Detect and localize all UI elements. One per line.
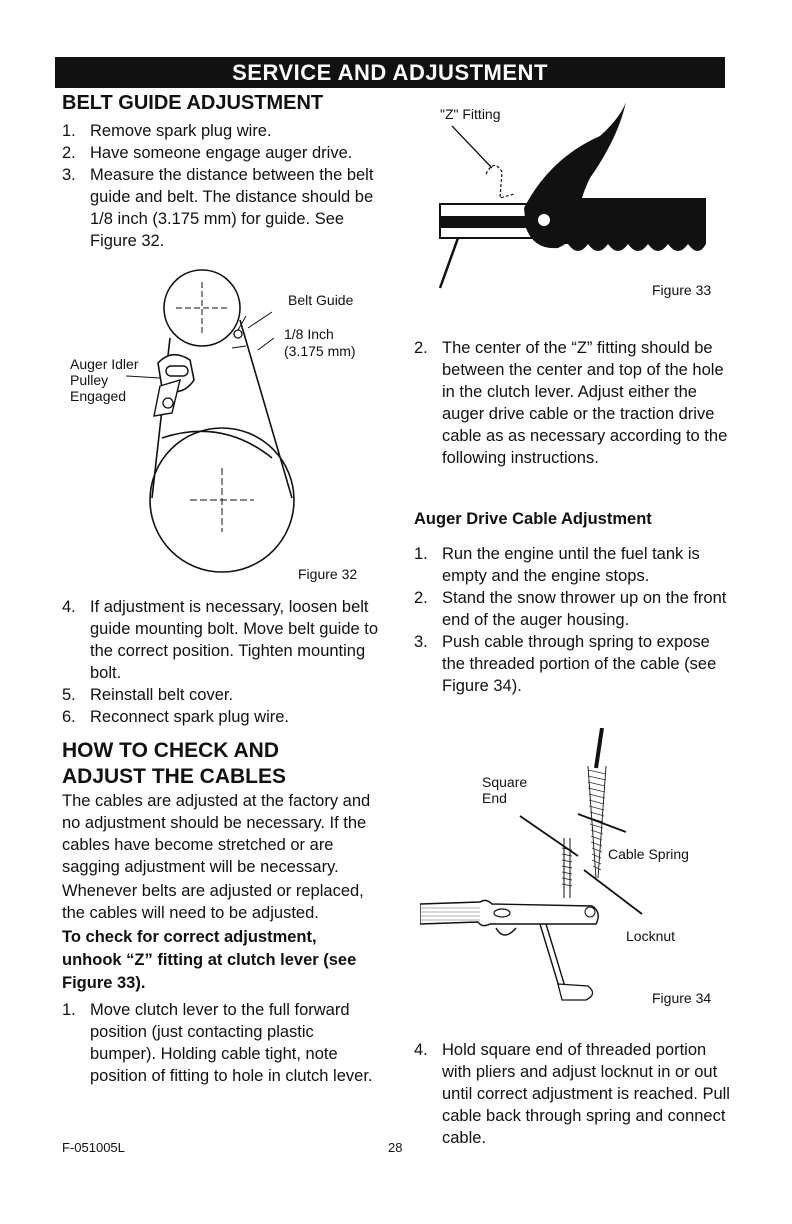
auger-step <box>414 587 734 631</box>
cables-para-1: The cables are adjusted at the factory and no adjustment should be necessary. If the cables have become stretched or are sagging adjustment will be necessary. <box>62 792 371 876</box>
belt-guide-step-num: 2. <box>62 144 76 162</box>
end-label: End <box>482 790 507 806</box>
auger-step-text: Stand the snow thrower up on the front end of the auger housing. <box>442 589 727 629</box>
clutch-step-2 <box>414 337 734 469</box>
cables-heading-line1: HOW TO CHECK AND <box>62 739 279 762</box>
page-number: 28 <box>388 1140 403 1155</box>
belt-guide-step-num: 5. <box>62 686 76 704</box>
belt-guide-step-num: 3. <box>62 166 76 184</box>
auger-step-4-text: Hold square end of threaded portion with pliers and adjust locknut in or out until correct adjustment is reached. Pull cable back through spring and connect cable. <box>442 1041 730 1147</box>
belt-guide-step-text: Reconnect spark plug wire. <box>90 708 290 726</box>
auger-step-num: 3. <box>414 633 428 651</box>
figure-33 <box>430 98 730 303</box>
belt-guide-step <box>62 164 382 252</box>
right-step-2 <box>414 337 734 469</box>
inch-label: 1/8 Inch <box>284 326 334 342</box>
auger-step-text: Run the engine until the fuel tank is empty and the engine stops. <box>442 545 700 585</box>
engaged-label: Engaged <box>70 388 127 404</box>
auger-idler-label: Auger Idler <box>70 356 139 372</box>
cables-heading <box>62 738 286 790</box>
auger-steps <box>414 543 734 697</box>
belt-guide-step <box>62 596 382 684</box>
cables-para-2: Whenever belts are adjusted or replaced, the cables will need to be adjusted. <box>62 882 364 922</box>
mm-label: (3.175 mm) <box>284 343 356 359</box>
belt-guide-step-num: 1. <box>62 122 76 140</box>
belt-guide-steps-b <box>62 596 382 728</box>
cable-spring-diagram <box>420 728 730 1018</box>
belt-guide-diagram <box>62 268 382 588</box>
cables-intro <box>62 790 378 1087</box>
cables-step-1-text: Move clutch lever to the full forward position (just contacting plastic bumper). Holding cable tight, note position of fitting to hole in clutch lever. <box>90 1001 373 1085</box>
belt-guide-step-num: 4. <box>62 598 76 616</box>
clutch-step-2-text: The center of the “Z” fitting should be between the center and top of the hole in the clutch lever. Adjust either the auger drive cable or the traction drive cable as as necessary according to the following instructions. <box>442 339 728 467</box>
belt-guide-step-text: If adjustment is necessary, loosen belt guide mounting bolt. Move belt guide to the correct position. Tighten mounting bolt. <box>90 598 379 682</box>
belt-guide-step-text: Remove spark plug wire. <box>90 122 272 140</box>
auger-step-4-num: 4. <box>414 1041 428 1059</box>
section-banner: SERVICE AND ADJUSTMENT <box>55 57 725 88</box>
auger-step-text: Push cable through spring to expose the threaded portion of the cable (see Figure 34). <box>442 633 717 695</box>
figure-34-caption: Figure 34 <box>652 990 712 1006</box>
auger-step-4 <box>414 1039 734 1149</box>
square-label: Square <box>482 774 528 790</box>
belt-guide-step <box>62 706 382 728</box>
pulley-label: Pulley <box>70 372 109 388</box>
cables-heading-line2: ADJUST THE CABLES <box>62 765 287 788</box>
belt-guide-label: Belt Guide <box>288 292 354 308</box>
clutch-step-2-num: 2. <box>414 339 428 357</box>
auger-step <box>414 631 734 697</box>
figure-32-caption: Figure 32 <box>298 566 358 582</box>
belt-guide-step-text: Have someone engage auger drive. <box>90 144 353 162</box>
locknut-label: Locknut <box>626 928 676 944</box>
belt-guide-step <box>62 684 382 706</box>
figure-33-caption: Figure 33 <box>652 282 712 298</box>
belt-guide-step-text: Reinstall belt cover. <box>90 686 234 704</box>
cables-step-1-num: 1. <box>62 1001 76 1019</box>
belt-guide-step-text: Measure the distance between the belt guide and belt. The distance should be 1/8 inch (3.175 mm) for guide. See Figure 32. <box>90 166 374 250</box>
check-adjustment-instruction: To check for correct adjustment, unhook “Z” fitting at clutch lever (see Figure 33). <box>62 928 357 992</box>
figure-34 <box>420 728 730 1018</box>
belt-guide-steps-a <box>62 120 382 252</box>
z-fitting-diagram <box>430 98 730 303</box>
cables-step-1 <box>62 999 378 1087</box>
belt-guide-step <box>62 120 382 142</box>
figure-32 <box>62 268 382 588</box>
auger-step <box>414 543 734 587</box>
document-code: F-051005L <box>62 1140 125 1155</box>
cable-spring-label: Cable Spring <box>608 846 689 862</box>
belt-guide-heading: BELT GUIDE ADJUSTMENT <box>62 92 324 114</box>
auger-step-num: 1. <box>414 545 428 563</box>
right-step-4 <box>414 1039 734 1149</box>
belt-guide-step <box>62 142 382 164</box>
z-fitting-label: "Z" Fitting <box>440 106 501 122</box>
belt-guide-step-num: 6. <box>62 708 76 726</box>
auger-step-num: 2. <box>414 589 428 607</box>
auger-drive-heading: Auger Drive Cable Adjustment <box>414 510 652 528</box>
